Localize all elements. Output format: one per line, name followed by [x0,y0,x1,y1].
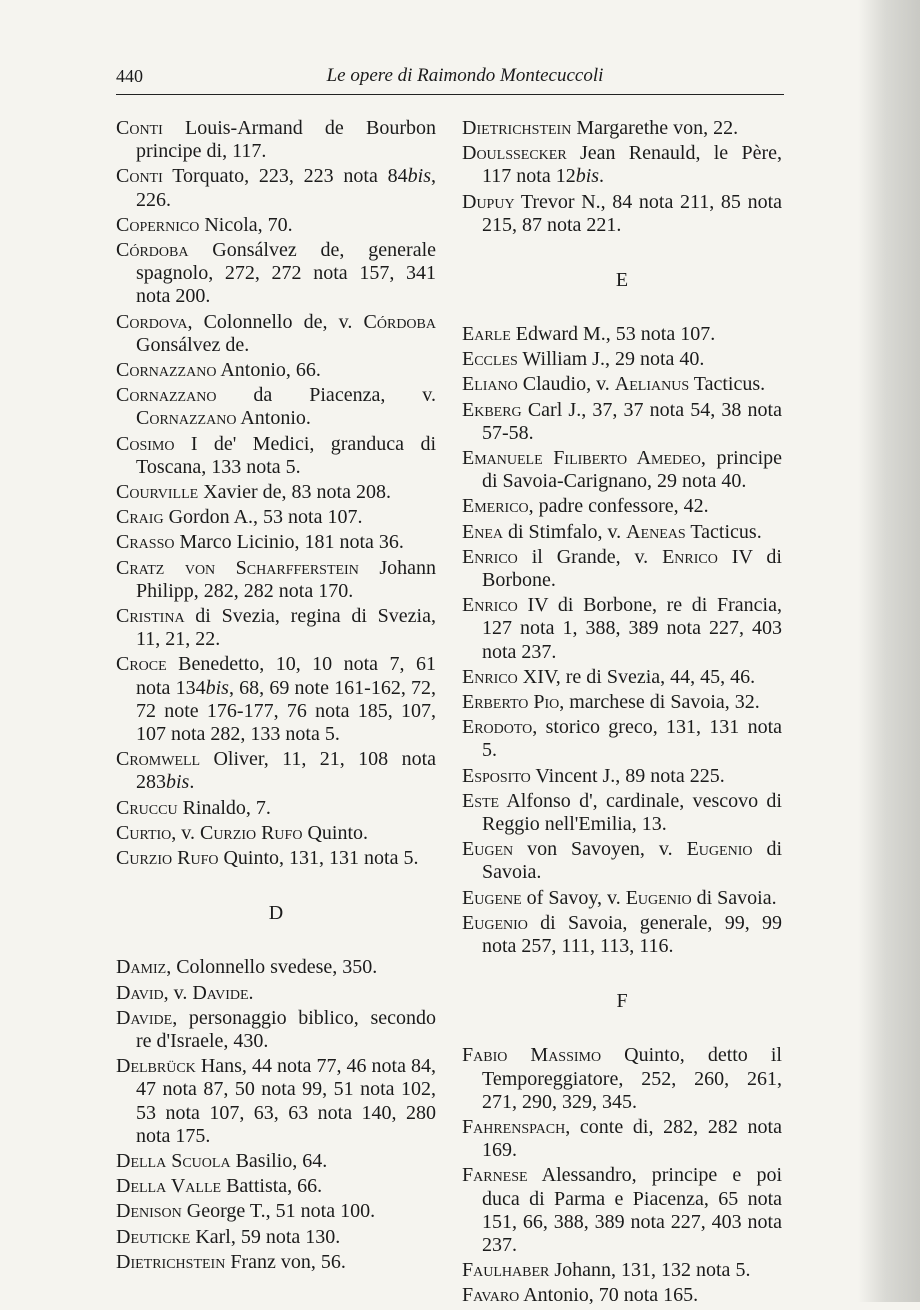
index-column-left [116,117,436,1276]
entry-name: David [116,981,164,1004]
entry-text: Carl J., 37, 37 nota 54, 38 nota 57-58. [482,398,782,444]
index-entry [116,433,436,479]
entry-cross-reference: Córdoba [363,310,436,333]
page-edge-shadow [858,0,920,1302]
running-title: Le opere di Raimondo Montecuccoli [326,65,604,86]
index-entry [462,117,782,140]
entry-text-tail: . [248,981,254,1004]
index-entry [462,521,782,544]
index-entry [462,1116,782,1162]
entry-text-tail: IV di Borbone. [482,545,782,592]
index-entry [116,956,436,979]
index-entry [116,214,436,237]
entry-name: Fahrenspach [462,1115,566,1138]
entry-text: , conte di, 282, 282 nota 169. [482,1115,782,1162]
index-entry [116,822,436,845]
entry-name: Curtio [116,821,172,844]
entry-name: Cromwell [116,748,201,771]
entry-text: Quinto, detto il Temporeggiatore, 252, 260, 261, 271, 290, 329, 345. [482,1044,782,1113]
entry-text: Edward M., 53 nota 107. [510,323,716,346]
entry-cross-reference: Curzio Rufo [199,821,303,844]
index-entry [462,546,782,592]
entry-text-tail: di Savoia. [691,886,777,909]
index-entry [116,557,436,603]
index-entry [116,384,436,430]
entry-name: Cornazzano [116,384,217,407]
index-entry [462,666,782,689]
section-letter: F [616,990,628,1013]
page-number: 440 [116,66,143,86]
entry-text: Basilio, 64. [230,1149,328,1172]
entry-text-tail: Tacticus. [689,373,766,396]
entry-text: , storico greco, 131, 131 nota 5. [482,716,782,762]
entry-name: Fabio Massimo [462,1044,602,1067]
entry-name: Eugene [462,886,522,909]
index-entry [462,1259,782,1282]
entry-name: Eliano [462,373,518,396]
index-entry [116,359,436,382]
entry-text: Gonsálvez de, generale spagnolo, 272, 272 nota 157, 341 nota 200. [136,239,436,308]
index-entry [116,1226,436,1249]
entry-name: Dupuy [462,190,515,213]
entry-name: Esposito [462,764,531,787]
entry-name: Cruccu [116,796,178,819]
entry-name: Erodoto [462,716,533,739]
entry-text: William J., 29 nota 40. [517,348,705,371]
index-entry [116,239,436,309]
entry-name: Davide [116,1006,173,1029]
entry-name: Erberto Pio [462,691,560,714]
entry-text: Margarethe von, 22. [571,117,739,139]
index-entry [462,716,782,762]
entry-name: Enrico [462,665,518,688]
entry-text: , v. [163,981,193,1004]
index-entry [116,847,436,870]
entry-text: , principe di Savoia-Carignano, 29 nota 40. [482,447,783,493]
entry-name: Enrico [462,594,518,617]
index-entry [462,1164,782,1257]
index-entry [116,1200,436,1223]
entry-text: Johann Philipp, 282, 282 nota 170. [136,556,436,602]
entry-name: Emerico [462,495,529,518]
entry-text: XIV, re di Svezia, 44, 45, 46. [517,665,756,688]
index-entry [462,691,782,714]
entry-text: il Grande, v. [517,545,663,568]
entry-text-tail: Antonio. [236,407,311,430]
entry-text: Vincent J., 89 nota 225. [530,764,725,787]
entry-name: Doulssecker [462,142,567,165]
index-entry [116,982,436,1005]
entry-name: Córdoba [116,239,189,262]
entry-text: of Savoy, v. [521,886,626,909]
entry-text: , v. [171,821,200,844]
entry-text: Alfonso d', cardinale, vescovo di Reggio nell'Emilia, 13. [482,789,782,836]
entry-text: Rinaldo, 7. [177,796,271,819]
entry-name: Cordova [116,310,188,333]
entry-text: Torquato, 223, 223 nota 84bis, 226. [136,165,436,211]
entry-name: Croce [116,653,167,676]
entry-name: Denison [116,1200,182,1223]
index-entry [462,373,782,396]
entry-text: Franz von, 56. [225,1250,346,1273]
entry-name: Curzio Rufo [116,847,219,870]
entry-name: Crasso [116,531,175,554]
index-entry [462,323,782,346]
entry-name: Faulhaber [462,1259,550,1282]
entry-cross-reference: Eugenio [686,838,753,861]
index-entry [462,142,782,188]
entry-name: Ekberg [462,398,522,421]
entry-name: Damiz [116,956,167,979]
index-entry [462,790,782,836]
entry-name: Cosimo [116,432,175,455]
index-column-right [462,117,782,1310]
entry-name: Della Valle [116,1175,222,1198]
index-entry [116,797,436,820]
entry-text: Hans, 44 nota 77, 46 nota 84, 47 nota 87, 50 nota 99, 51 nota 102, 53 nota 107, 63, 63 nota 140, 280 nota 175. [136,1055,436,1147]
index-entry [462,912,782,958]
entry-text: , Colonnello svedese, 350. [166,956,378,979]
index-entry [116,748,436,794]
index-entry [462,838,782,884]
entry-text: von Savoyen, v. [513,838,687,861]
entry-name: Eugen [462,838,514,861]
entry-text: , personaggio biblico, secondo re d'Israele, 430. [136,1006,436,1052]
entry-text: Oliver, 11, 21, 108 nota 283bis. [136,748,436,794]
index-entry [116,506,436,529]
index-entry [116,1150,436,1173]
index-entry [462,1284,782,1307]
index-entry [116,531,436,554]
entry-name: Della Scuola [116,1149,231,1172]
entry-text: Trevor N., 84 nota 211, 85 nota 215, 87 nota 221. [482,190,782,236]
entry-text-tail: Tacticus. [685,520,762,543]
index-entry [462,765,782,788]
entry-text: , marchese di Savoia, 32. [559,691,760,714]
running-header [116,64,784,95]
entry-name: Conti [116,117,163,139]
entry-name: Eugenio [462,911,528,934]
index-entry [462,887,782,910]
entry-text: Gordon A., 53 nota 107. [163,506,363,529]
entry-name: Copernico [116,213,200,236]
entry-name: Enea [462,520,503,543]
entry-text-tail: Gonsálvez de. [136,333,250,356]
index-entry [116,117,436,163]
entry-text: I de' Medici, granduca di Toscana, 133 nota 5. [136,432,436,478]
index-entry [116,1055,436,1148]
index-entry [116,165,436,211]
entry-text: di Svezia, regina di Svezia, 11, 21, 22. [136,605,436,651]
entry-text: Louis-Armand de Bourbon principe di, 117. [136,117,436,163]
entry-name: Eccles [462,348,518,371]
section-letter: E [615,269,629,292]
entry-text: Xavier de, 83 nota 208. [198,481,391,504]
entry-cross-reference: Aeneas [626,520,686,543]
entry-name: Dietrichstein [116,1250,226,1273]
entry-name: Farnese [462,1164,528,1187]
index-entry [462,191,782,237]
entry-text-tail: di Savoia. [482,838,783,884]
entry-name: Craig [116,506,164,529]
entry-text: Antonio, 66. [216,359,321,382]
entry-name: Enrico [462,545,518,568]
index-entry [116,653,436,746]
index-entry [462,1044,782,1114]
entry-text: Nicola, 70. [199,213,293,236]
entry-cross-reference: Davide [192,981,249,1004]
entry-cross-reference: Cornazzano [136,407,237,430]
index-entry [116,481,436,504]
entry-name: Este [462,789,500,812]
entry-text: Marco Licinio, 181 nota 36. [174,531,404,554]
index-entry [462,447,782,493]
entry-name: Favaro [462,1284,520,1307]
index-entry [462,495,782,518]
entry-cross-reference: Aelianus [614,373,690,396]
entry-name: Dietrichstein [462,117,572,139]
entry-text: Antonio, 70 nota 165. [519,1284,699,1307]
entry-name: Courville [116,481,199,504]
entry-text: , Colonnello de, v. [187,310,364,333]
entry-name: Earle [462,323,511,346]
entry-text: Jean Renauld, le Père, 117 nota 12bis. [482,142,782,188]
index-entry [116,311,436,357]
entry-name: Conti [116,165,163,188]
index-entry [116,1251,436,1274]
entry-text-tail: Quinto. [302,821,369,844]
entry-text: Battista, 66. [221,1175,323,1198]
entry-text: Benedetto, 10, 10 nota 7, 61 nota 134bis, 68, 69 note 161-162, 72, 72 note 176-177, 76 nota 185, 107, 107 nota 282, 133 nota 5. [136,653,436,746]
entry-text: , padre confessore, 42. [528,495,709,518]
index-entry [462,348,782,371]
entry-cross-reference: Enrico [662,545,718,568]
entry-name: Cornazzano [116,359,217,382]
entry-text: Alessandro, principe e poi duca di Parma e Piacenza, 65 nota 151, 66, 388, 389 nota 227, 403 nota 237. [482,1164,782,1256]
entry-name: Deuticke [116,1225,191,1248]
index-entry [116,1007,436,1053]
entry-text: IV di Borbone, re di Francia, 127 nota 1, 388, 389 nota 227, 403 nota 237. [482,594,782,663]
entry-text: di Stimfalo, v. [503,520,627,543]
entry-text: Claudio, v. [517,373,615,396]
section-letter: D [268,902,284,925]
entry-cross-reference: Eugenio [625,886,692,909]
index-entry [462,399,782,445]
entry-text: George T., 51 nota 100. [181,1200,376,1223]
entry-text: Johann, 131, 132 nota 5. [549,1259,751,1282]
entry-name: Delbrück [116,1055,196,1078]
entry-name: Cristina [116,605,185,628]
index-entry [462,594,782,664]
entry-text: Quinto, 131, 131 nota 5. [218,847,419,870]
entry-text: di Savoia, generale, 99, 99 nota 257, 111, 113, 116. [482,911,782,958]
entry-text: da Piacenza, v. [216,384,436,407]
entry-name: Emanuele Filiberto Amedeo [462,447,701,470]
entry-name: Cratz von Scharfferstein [116,556,359,579]
entry-text: Karl, 59 nota 130. [190,1225,341,1248]
index-entry [116,1175,436,1198]
index-entry [116,605,436,651]
